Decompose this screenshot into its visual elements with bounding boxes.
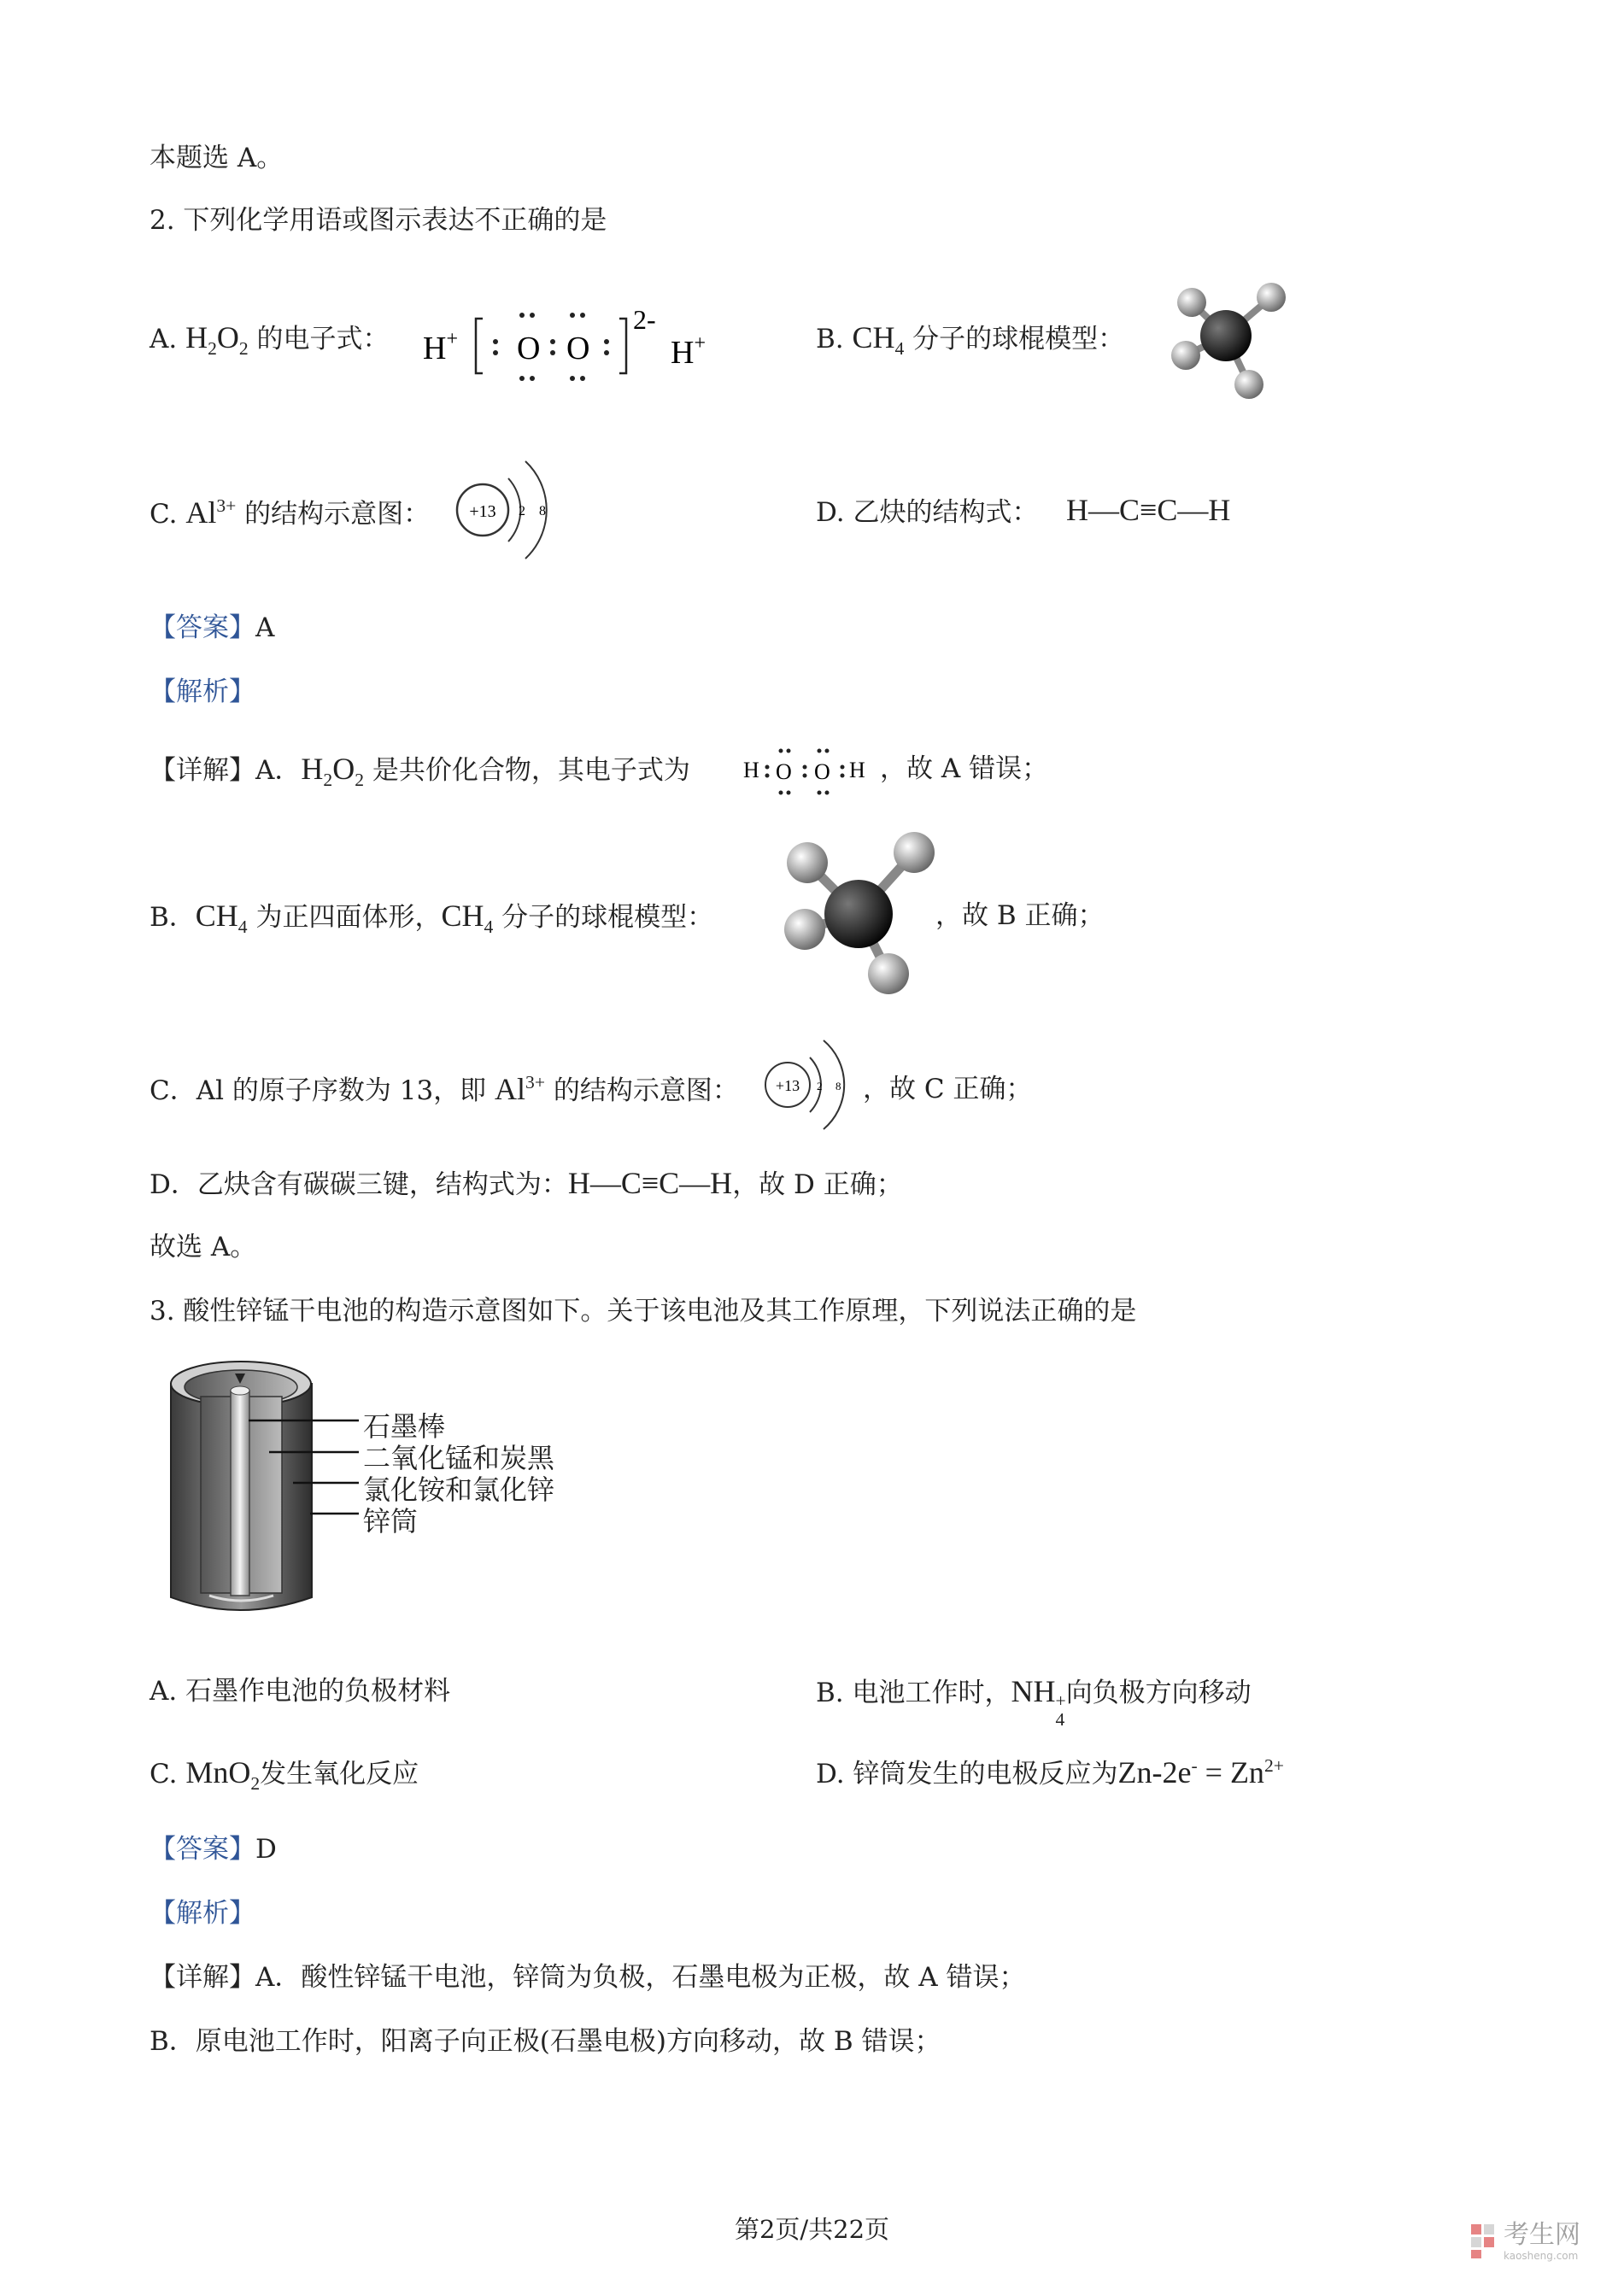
label-mno2-carbon: 二氧化锰和炭黑 <box>363 1442 555 1474</box>
q3-analysis-tag: 【解析】 <box>150 1898 255 1929</box>
formula-al3: $Al^{3+}$ <box>185 495 237 530</box>
svg-text:H: H <box>743 758 759 782</box>
al3-structure-diagram-small <box>760 1025 863 1145</box>
svg-text:2: 2 <box>817 1080 823 1092</box>
svg-text:+13: +13 <box>775 1077 800 1094</box>
q2-detail-a-end: ，故 A 错误； <box>880 753 1049 784</box>
h-plus-left: H+ <box>423 328 458 366</box>
q2-detail-c: C．Al 的原子序数为 13，即 $Al^{3+}$ 的结构示意图： <box>150 1072 739 1106</box>
logo-icon <box>1469 2223 1497 2260</box>
q2-option-d: D. 乙炔的结构式： <box>816 497 1039 528</box>
h2o2-covalent-formula <box>743 739 897 799</box>
ch4-ball-stick-model <box>1162 272 1299 408</box>
label-zinc-can: 锌筒 <box>363 1505 419 1538</box>
label-nh4cl-zncl2: 氯化铵和氯化锌 <box>363 1473 555 1506</box>
question-3-stem: 3. 酸性锌锰干电池的构造示意图如下。关于该电池及其工作原理，下列说法正确的是 <box>150 1296 1137 1327</box>
page-footer: 第2页/共22页 <box>734 2215 890 2244</box>
svg-text:O: O <box>776 759 792 784</box>
electron-dots <box>493 313 609 381</box>
q2-detail-c-end: ，故 C 正确； <box>863 1074 1033 1104</box>
label-graphite-rod: 石墨棒 <box>363 1410 446 1443</box>
formula-ch4: $CH_4$ <box>852 320 905 360</box>
q3-option-c: C. MnO$_2$发生氧化反应 <box>150 1755 419 1795</box>
charge-label: 2- <box>633 304 656 335</box>
q3-option-d: D. 锌筒发生的电极反应为$Zn-2e^- = Zn^{2+}$ <box>816 1755 1284 1789</box>
nucleus-charge: +13 <box>469 502 496 521</box>
h-plus-right: H+ <box>671 332 706 371</box>
q2-option-b: B. $CH_4$ 分子的球棍模型： <box>816 320 1125 360</box>
q3-answer: 【答案】D <box>150 1834 277 1865</box>
q2-detail-a: 【详解】A．$H_2O_2$ 是共价化合物，其电子式为 <box>150 752 690 791</box>
q3-detail-b: B．原电池工作时，阳离子向正极(石墨电极)方向移动，故 B 错误； <box>150 2026 941 2057</box>
q3-detail-a: 【详解】A．酸性锌锰干电池，锌筒为负极，石墨电极为正极，故 A 错误； <box>150 1962 1026 1993</box>
q2-analysis-tag: 【解析】 <box>150 676 255 707</box>
svg-text:8: 8 <box>835 1080 841 1092</box>
shell-2-count: 8 <box>539 504 546 518</box>
q2-detail-b-end: ，故 B 正确； <box>935 900 1105 931</box>
q2-option-a: A. $H_2O_2$ 的电子式： <box>150 320 390 360</box>
q2-final: 故选 A。 <box>150 1232 257 1262</box>
ch4-ball-stick-model-large <box>769 824 948 1004</box>
acetylene-formula: H—C≡C—H <box>1066 493 1231 527</box>
watermark-url: kaosheng.com <box>1504 2250 1579 2262</box>
al3-structure-diagram <box>449 444 577 572</box>
bracket-right <box>619 319 626 373</box>
text-line: 本题选 A。 <box>150 143 284 173</box>
watermark-logo <box>1469 2221 1580 2262</box>
q3-option-a: A. 石墨作电池的负极材料 <box>150 1676 451 1707</box>
watermark-text: 考生网 <box>1504 2220 1580 2250</box>
q2-option-c: C. $Al^{3+}$ 的结构示意图： <box>150 495 431 530</box>
q3-option-b: B. 电池工作时，NH + 4 向负极方向移动 <box>816 1674 1252 1730</box>
q2-detail-d: D．乙炔含有碳碳三键，结构式为：H—C≡C—H，故 D 正确； <box>150 1166 903 1200</box>
q2-detail-b: B．$CH_4$ 为正四面体形，$CH_4$ 分子的球棍模型： <box>150 899 714 938</box>
oxygen-1: O <box>517 331 541 366</box>
formula-h2o2: $H_2O_2$ <box>185 320 249 360</box>
h2o2-ionic-formula <box>414 295 756 389</box>
question-2-stem: 2. 下列化学用语或图示表达不正确的是 <box>150 205 607 236</box>
q2-answer: 【答案】A <box>150 612 275 643</box>
svg-text:O: O <box>814 759 830 784</box>
svg-text:H: H <box>849 758 865 782</box>
shell-1-count: 2 <box>519 504 525 518</box>
oxygen-2: O <box>566 331 590 366</box>
bracket-left <box>476 319 483 373</box>
